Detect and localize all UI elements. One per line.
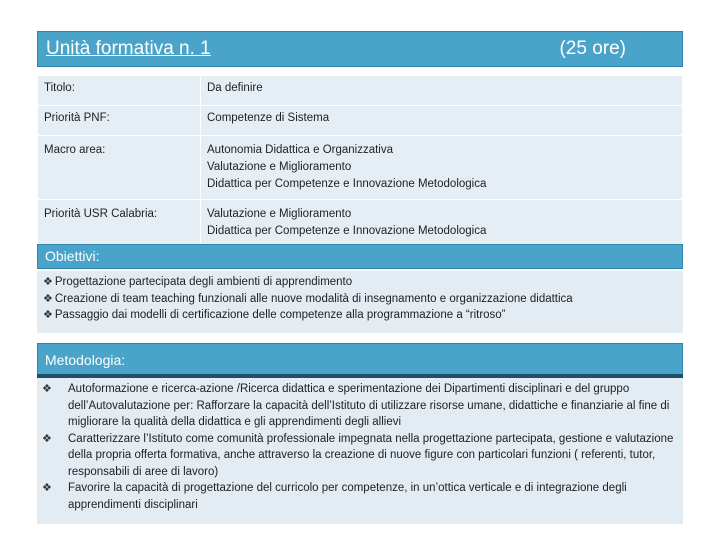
- list-item: [42, 381, 677, 431]
- table-row: [38, 76, 683, 106]
- list-item-text: Autoformazione e ricerca-azione /Ricerca didattica e sperimentazione dei Dipartimenti disciplinari e del gruppo dell’Autovalutazione per: Rafforzare la capacità dell’Istituto di utilizzare risorse umane, didattiche e finanziarie al fine di migliorare la qualità della didattica e gli apprendimenti degli allievi: [68, 383, 670, 428]
- table-row: [38, 200, 683, 247]
- metodologia-body: [37, 378, 683, 524]
- metodologia-header: [37, 343, 683, 375]
- list-item-text: Favorire la capacità di progettazione del curricolo per competenze, in un’ottica verticale e di integrazione degli apprendimenti disciplinari: [68, 482, 627, 511]
- unit-title: Unità formativa n. 1: [46, 38, 211, 59]
- diamond-bullet-icon: ❖: [43, 292, 53, 305]
- obiettivi-header: [37, 244, 683, 269]
- value-line: Autonomia Didattica e Organizzativa: [207, 144, 394, 156]
- value-line: Valutazione e Miglioramento: [207, 161, 352, 173]
- obiettivi-body: [37, 271, 683, 333]
- diamond-bullet-icon: ❖: [43, 309, 53, 321]
- obiettivi-list: [37, 271, 683, 327]
- row-label: Titolo:: [38, 76, 201, 106]
- list-item-text: Creazione di team teaching funzionali alle nuove modalità di insegnamento e organizzazione didattica: [54, 292, 573, 305]
- metodologia-title: Metodologia:: [45, 352, 126, 368]
- list-item: [43, 307, 677, 324]
- list-item-text: Passaggio dai modelli di certificazione delle competenze alla programmazione a “ritroso”: [54, 309, 506, 321]
- diamond-bullet-icon: ❖: [42, 383, 52, 395]
- row-value: [201, 136, 683, 200]
- row-value: [201, 200, 683, 247]
- list-item: [43, 291, 677, 308]
- metodologia-list: [37, 378, 683, 516]
- value-line: Da definire: [207, 82, 263, 94]
- value-line: Valutazione e Miglioramento: [207, 208, 352, 220]
- table-row: [38, 136, 683, 200]
- diamond-bullet-icon: ❖: [43, 276, 53, 288]
- obiettivi-title: Obiettivi:: [45, 248, 100, 264]
- value-line: Competenze di Sistema: [207, 112, 330, 124]
- row-label: Priorità USR Calabria:: [38, 200, 201, 247]
- unit-header: [37, 31, 683, 67]
- value-line: Didattica per Competenze e Innovazione Metodologica: [207, 178, 487, 190]
- row-label: Priorità PNF:: [38, 106, 201, 136]
- unit-info-table: [37, 75, 683, 247]
- list-item: [42, 480, 677, 513]
- unit-hours: (25 ore): [559, 38, 626, 59]
- list-item-text: Progettazione partecipata degli ambienti di apprendimento: [54, 276, 353, 288]
- row-value: [201, 106, 683, 136]
- table-row: [38, 106, 683, 136]
- list-item: [42, 431, 677, 481]
- list-item-text: Caratterizzare l’Istituto come comunità professionale impegnata nella progettazione partecipata, gestione e valutazione della propria offerta formativa, anche attraverso la creazione di nuove figure con particolari funzioni ( referenti, tutor, responsabili di aree di lavoro): [68, 432, 674, 478]
- list-item: [43, 274, 677, 291]
- diamond-bullet-icon: ❖: [42, 432, 52, 445]
- row-value: [201, 76, 683, 106]
- diamond-bullet-icon: ❖: [42, 482, 52, 494]
- value-line: Didattica per Competenze e Innovazione Metodologica: [207, 225, 487, 237]
- row-label: Macro area:: [38, 136, 201, 200]
